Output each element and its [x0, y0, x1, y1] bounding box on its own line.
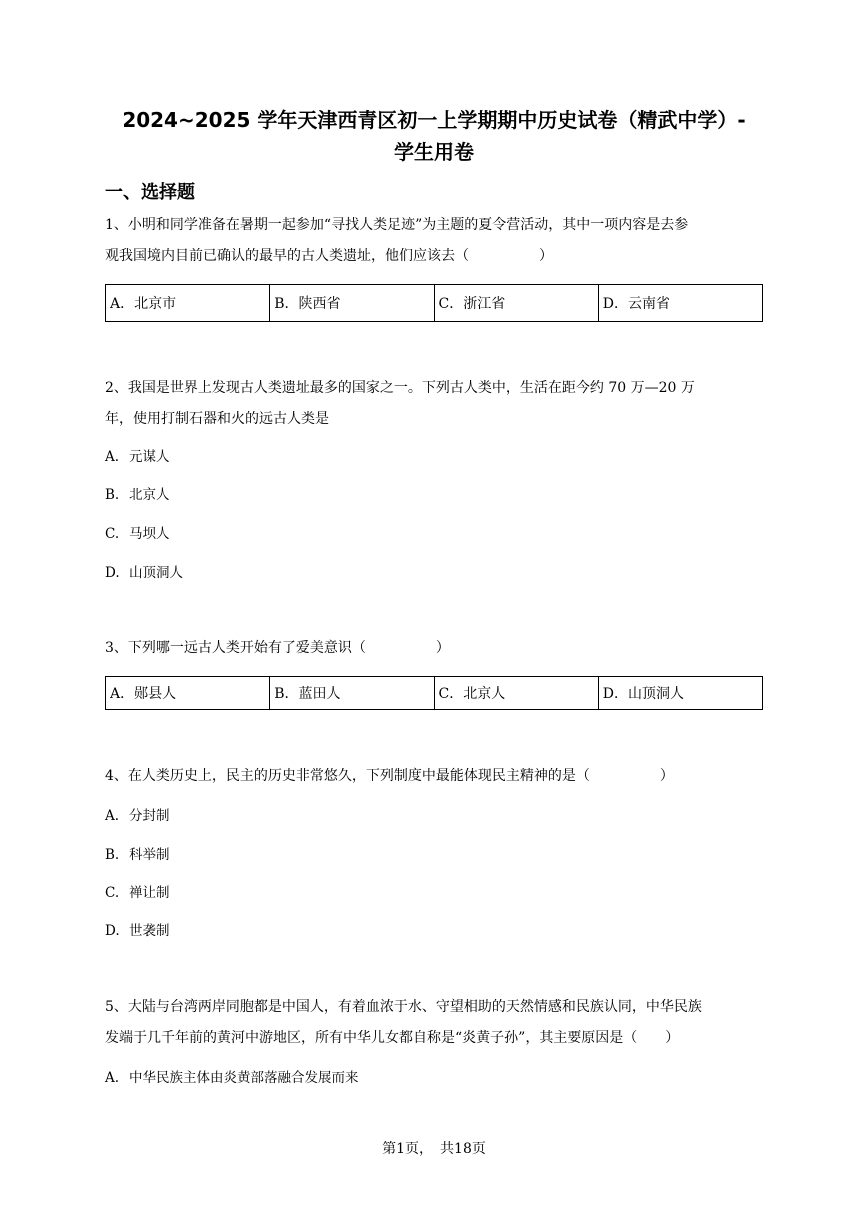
question-1-option-d[interactable]: D．云南省	[598, 285, 762, 322]
option-letter: A.	[105, 1070, 120, 1086]
option-text: 山顶洞人	[129, 565, 183, 581]
question-1-option-a[interactable]: A．北京市	[106, 285, 270, 322]
question-3-option-c[interactable]: C．北京人	[434, 677, 598, 710]
question-3	[105, 633, 765, 664]
question-5-line-2: 发端于几千年前的黄河中游地区，所有中华儿女都自称是“炎黄子孙”，其主要原因是（ ）	[105, 1030, 680, 1046]
question-3-option-d[interactable]: D．山顶洞人	[598, 677, 762, 710]
option-letter: C.	[105, 526, 120, 542]
question-1-option-c[interactable]: C．浙江省	[434, 285, 598, 322]
question-4-option-d[interactable]	[105, 921, 170, 941]
option-text: 禅让制	[129, 885, 170, 901]
question-1	[105, 210, 765, 272]
question-4-line-1: 4、在人类历史上，民主的历史非常悠久，下列制度中最能体现民主精神的是（ ）	[105, 768, 674, 784]
question-3-options-table	[105, 676, 763, 710]
question-4-option-a[interactable]	[105, 806, 170, 826]
option-letter: A.	[105, 808, 120, 824]
question-5-option-a[interactable]	[105, 1068, 359, 1088]
question-1-line-1: 1、小明和同学准备在暑期一起参加“寻找人类足迹”为主题的夏令营活动，其中一项内容是去参	[105, 217, 689, 233]
option-letter: D.	[105, 923, 120, 939]
question-5	[105, 992, 765, 1054]
section-heading: 一、选择题	[105, 182, 195, 203]
option-text: 世袭制	[129, 923, 170, 939]
option-letter: B.	[105, 487, 120, 503]
option-text: 元谋人	[129, 449, 170, 465]
page-footer: 第1页， 共18页	[382, 1141, 486, 1157]
question-2-option-d[interactable]	[105, 563, 183, 583]
question-3-line-1: 3、下列哪一远古人类开始有了爱美意识（ ）	[105, 640, 450, 656]
question-1-options-table	[105, 284, 763, 322]
option-letter: D.	[105, 565, 120, 581]
title-line-2: 学生用卷	[394, 140, 474, 164]
question-2-option-c[interactable]	[105, 524, 170, 544]
option-text: 马坝人	[129, 526, 170, 542]
option-text: 科举制	[129, 847, 170, 863]
option-text: 北京人	[129, 487, 170, 503]
question-2-option-a[interactable]	[105, 447, 170, 467]
question-4-option-b[interactable]	[105, 845, 170, 865]
question-2-line-1: 2、我国是世界上发现古人类遗址最多的国家之一。下列古人类中，生活在距今约 70 万—20 万	[105, 380, 695, 396]
option-letter: B.	[105, 847, 120, 863]
question-2-line-2: 年，使用打制石器和火的远古人类是	[105, 411, 329, 427]
question-1-line-2: 观我国境内目前已确认的最早的古人类遗址，他们应该去（ ）	[105, 248, 553, 264]
question-1-option-b[interactable]: B．陕西省	[270, 285, 434, 322]
question-4-option-c[interactable]	[105, 883, 170, 903]
question-2	[105, 373, 765, 435]
option-text: 中华民族主体由炎黄部落融合发展而来	[129, 1070, 359, 1086]
question-3-option-a[interactable]: A．郧县人	[106, 677, 270, 710]
question-2-option-b[interactable]	[105, 485, 170, 505]
option-letter: A.	[105, 449, 120, 465]
document-title	[60, 104, 808, 168]
question-4	[105, 761, 765, 792]
question-5-line-1: 5、大陆与台湾两岸同胞都是中国人，有着血浓于水、守望相助的天然情感和民族认同，中华民族	[105, 999, 702, 1015]
title-line-1: 2024~2025 学年天津西青区初一上学期期中历史试卷（精武中学）-	[122, 108, 746, 132]
option-text: 分封制	[129, 808, 170, 824]
question-3-option-b[interactable]: B．蓝田人	[270, 677, 434, 710]
option-letter: C.	[105, 885, 120, 901]
